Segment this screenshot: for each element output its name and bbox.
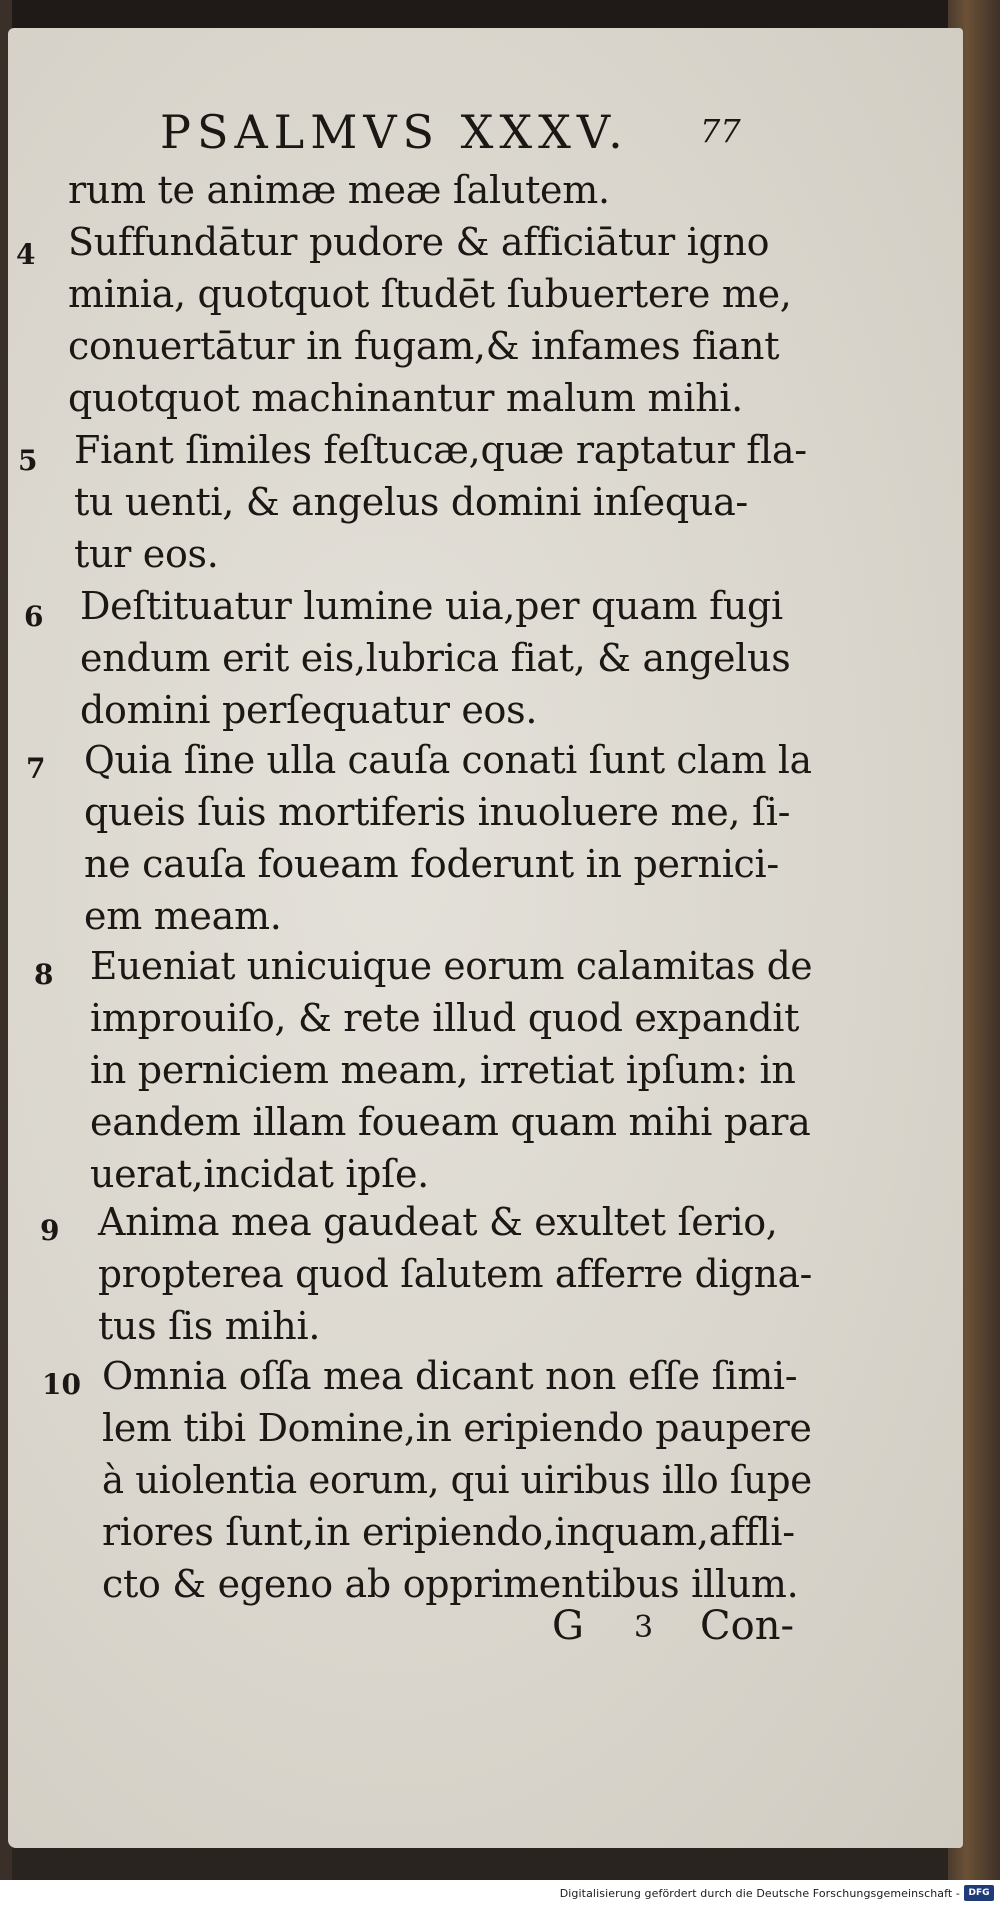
- text-line: Suffundātur pudore & afficiātur igno: [68, 220, 770, 264]
- text-line: eandem illam foueam quam mihi para: [90, 1100, 811, 1144]
- text-line: Quia ſine ulla cauſa conati ſunt clam la: [84, 738, 812, 782]
- text-line: à uiolentia eorum, qui uiribus illo ſupe: [102, 1458, 812, 1502]
- text-line: in perniciem meam, irretiat ipſum: in: [90, 1048, 796, 1092]
- text-line: em meam.: [84, 894, 282, 938]
- text-line: Eueniat unicuique eorum calamitas de: [90, 944, 813, 988]
- text-line: domini perſequatur eos.: [80, 688, 538, 732]
- running-head-title: PSALMVS XXXV.: [160, 105, 629, 159]
- text-line: tu uenti, & angelus domini inſequa-: [74, 480, 748, 524]
- text-line: ne cauſa foueam foderunt in pernici-: [84, 842, 779, 886]
- text-line: lem tibi Domine,in eripiendo paupere: [102, 1406, 812, 1450]
- verse-number: 5: [18, 444, 38, 477]
- text-line: queis ſuis mortiferis inuoluere me, ſi-: [84, 790, 791, 834]
- text-line: endum erit eis,lubrica fiat, & angelus: [80, 636, 791, 680]
- text-line: Omnia oſſa mea dicant non eſſe ſimi-: [102, 1354, 798, 1398]
- text-line: minia, quotquot ſtudēt ſubuertere me,: [68, 272, 792, 316]
- verse-number: 9: [40, 1214, 60, 1247]
- verse-number: 7: [26, 752, 46, 785]
- text-line: rum te animæ meæ ſalutem.: [68, 168, 610, 212]
- text-line: propterea quod ſalutem afferre digna-: [98, 1252, 812, 1296]
- funding-notice: Digitalisierung gefördert durch die Deutsche Forschungsgemeinschaft -: [559, 1887, 960, 1900]
- verse-number: 6: [24, 600, 44, 633]
- text-line: conuertātur in fugam,& infames fiant: [68, 324, 780, 368]
- catchword: Con-: [700, 1603, 794, 1649]
- text-line: cto & egeno ab opprimentibus illum.: [102, 1562, 799, 1606]
- text-line: Anima mea gaudeat & exultet ſerio,: [98, 1200, 778, 1244]
- page-number: 77: [700, 112, 741, 150]
- text-line: tus ſis mihi.: [98, 1304, 321, 1348]
- text-line: quotquot machinantur malum mihi.: [68, 376, 743, 420]
- text-line: Deſtituatur lumine uia,per quam fugi: [80, 584, 783, 628]
- signature-mark: G: [552, 1603, 584, 1649]
- text-line: uerat,incidat ipſe.: [90, 1152, 429, 1196]
- text-line: tur eos.: [74, 532, 219, 576]
- text-line: improuiſo, & rete illud quod expandit: [90, 996, 800, 1040]
- verse-number: 10: [42, 1368, 81, 1401]
- dfg-logo: DFG: [964, 1885, 994, 1901]
- verse-number: 8: [34, 958, 54, 991]
- signature-number: 3: [634, 1610, 654, 1645]
- text-line: riores ſunt,in eripiendo,inquam,affli-: [102, 1510, 795, 1554]
- text-line: Fiant ſimiles feſtucæ,quæ raptatur fla-: [74, 428, 807, 472]
- verse-number: 4: [16, 238, 36, 271]
